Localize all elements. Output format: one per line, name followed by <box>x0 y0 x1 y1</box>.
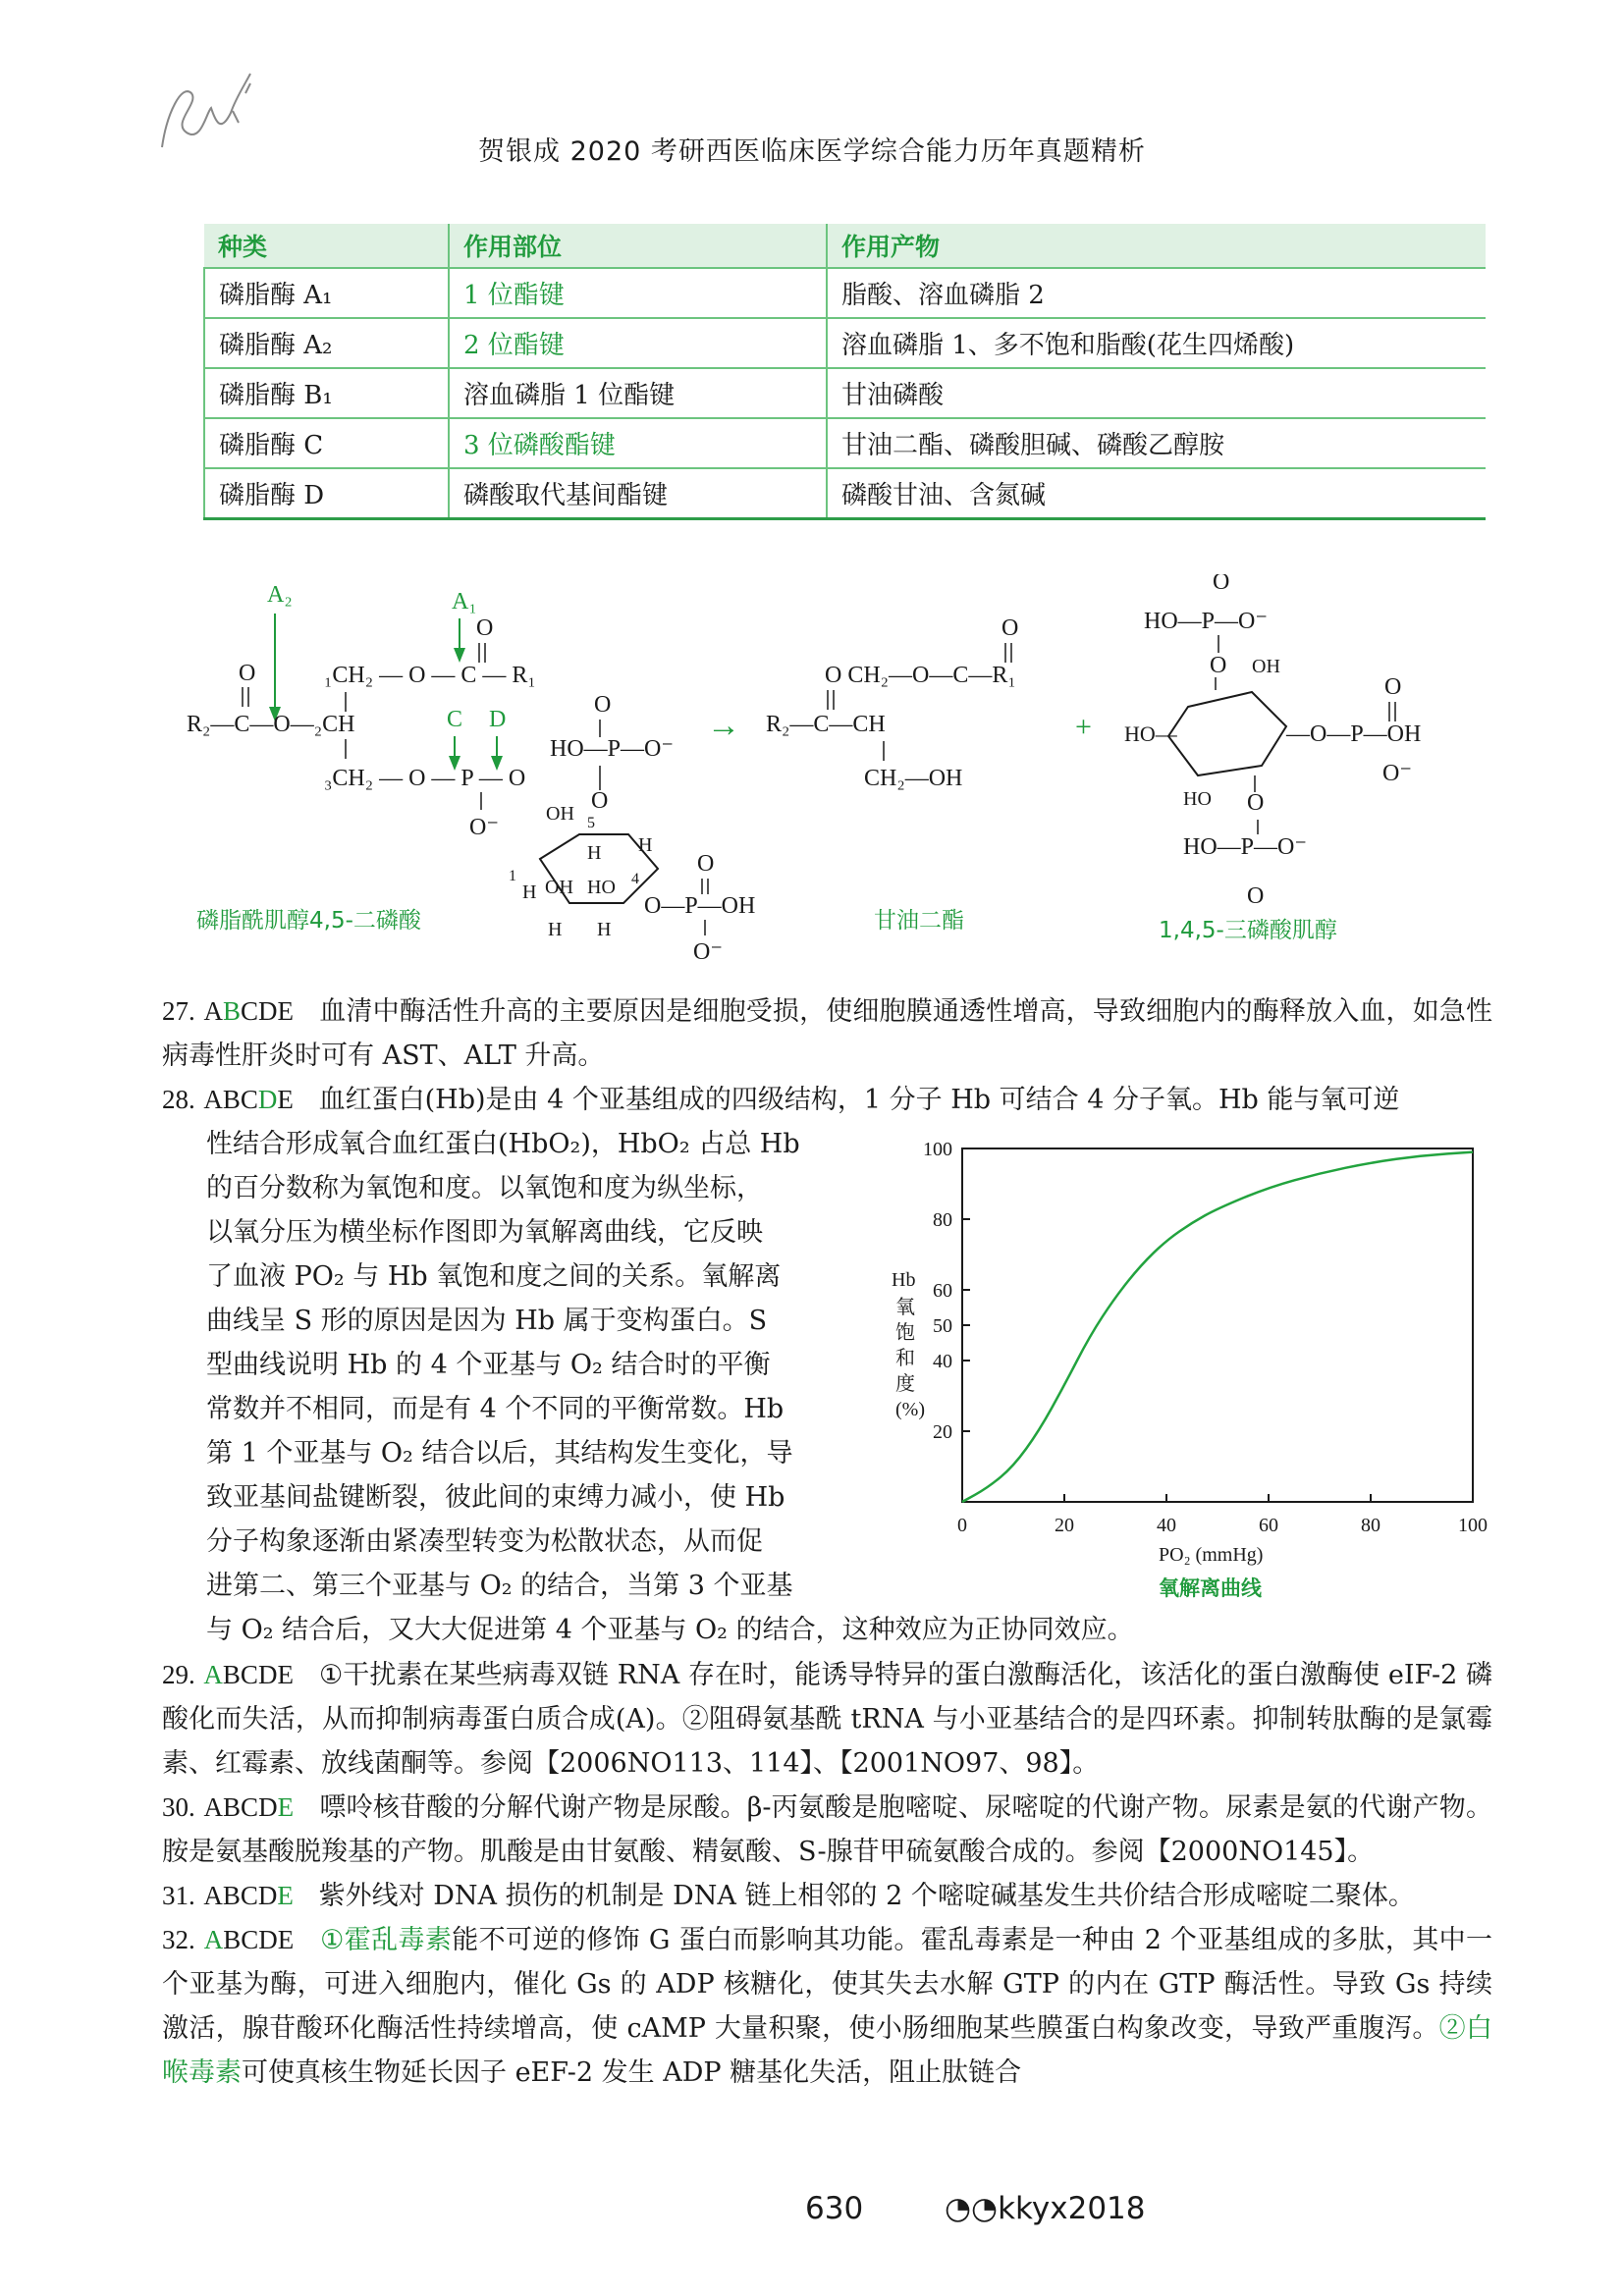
svg-text:HO—P—O⁻: HO—P—O⁻ <box>1144 609 1269 634</box>
svg-text:O⁻: O⁻ <box>469 815 499 840</box>
svg-text:OH: OH <box>546 803 574 825</box>
table-cell: 甘油二酯、磷酸胆碱、磷酸乙醇胺 <box>827 418 1486 468</box>
y-tick-label: 40 <box>933 1351 952 1372</box>
x-tick-label: 100 <box>1458 1515 1488 1536</box>
text-line: 曲线呈 S 形的原因是因为 Hb 属于变构蛋白。S <box>206 1306 768 1336</box>
x-tick-label: 0 <box>957 1515 967 1536</box>
answer-options: ABCDE <box>203 1881 294 1910</box>
reaction-arrow: → <box>707 708 740 744</box>
answer-explanation: 可使真核生物延长因子 eEF-2 发生 ADP 糖基化失活，阻止肽链合 <box>242 2057 1022 2088</box>
answer-options: ABCDE <box>203 1792 295 1822</box>
svg-text:R₂—C—O—₂CH: R₂—C—O—₂CH <box>187 712 355 737</box>
answer-options: ABCDE <box>203 1085 294 1114</box>
svg-text:O: O <box>1210 653 1227 678</box>
svg-text:HO—: HO— <box>1124 721 1177 746</box>
table-cell: 磷酸取代基间酯键 <box>449 468 827 519</box>
phospholipid-hydrolysis-diagram <box>177 574 1473 987</box>
highlight-term: ①霍乱毒素 <box>320 1925 453 1955</box>
svg-text:HO—P—O⁻: HO—P—O⁻ <box>550 736 675 762</box>
svg-text:H: H <box>548 919 563 940</box>
caption-pip2: 磷脂酰肌醇4,5-二磷酸 <box>196 908 421 934</box>
diacylglycerol-structure <box>766 615 1018 934</box>
svg-text:O: O <box>1247 790 1265 816</box>
answer-explanation: 紫外线对 DNA 损伤的机制是 DNA 链上相邻的 2 个嘧啶碱基发生共价结合形成嘧啶二聚体。 <box>318 1881 1415 1911</box>
question-32 <box>162 1918 1492 2095</box>
table-cell: 3 位磷酸酯键 <box>449 418 827 468</box>
svg-text:OH: OH <box>545 877 573 898</box>
svg-text:CH₂—OH: CH₂—OH <box>864 766 963 791</box>
label-a2: A₂ <box>267 582 293 608</box>
svg-text:O: O <box>1001 615 1019 641</box>
table-cell: 1 位酯键 <box>449 268 827 318</box>
caption-ip3: 1,4,5-三磷酸肌醇 <box>1159 918 1337 943</box>
question-number: 30. <box>162 1792 195 1822</box>
text-line: 了血液 PO₂ 与 Hb 氧饱和度之间的关系。氧解离 <box>206 1261 782 1292</box>
answer-explanation: 能不可逆的修饰 G 蛋白而影响其功能。霍乱毒素是一种由 2 个亚基组成的多肽，其中一个亚基为酶，可进入细胞内，催化 Gs 的 ADP 核糖化，使其失去水解 GTP 的内在 GTP 酶活性。导致 Gs 持续激活，腺苷酸环化酶活性持续增高，使 cAMP 大量积聚，使小肠细胞某些膜蛋白构象改变，导致严重腹泻。 <box>162 1925 1492 2044</box>
question-number: 29. <box>162 1660 195 1689</box>
question-31 <box>162 1874 1492 1918</box>
caption-dag: 甘油二酯 <box>874 908 964 934</box>
chart-caption: 氧解离曲线 <box>1159 1576 1262 1600</box>
question-number: 31. <box>162 1881 195 1910</box>
pip2-structure <box>187 582 755 965</box>
phospholipase-table <box>203 224 1486 520</box>
dissociation-curve <box>962 1152 1473 1502</box>
answer-explanation: ①干扰素在某些病毒双链 RNA 存在时，能诱导特异的蛋白激酶活化，该活化的蛋白激酶使 eIF-2 磷酸化而失活，从而抑制病毒蛋白质合成(A)。②阻碍氨基酰 tRNA 与小亚基结合的是四环素。抑制转肽酶的是氯霉素、红霉素、放线菌酮等。参阅【2006NO113、114】、【2001NO97、98】。 <box>162 1660 1492 1779</box>
svg-text:和: 和 <box>895 1346 915 1369</box>
svg-text:O: O <box>594 692 612 718</box>
label-a1: A₁ <box>452 589 477 614</box>
question-28-body <box>206 1122 835 1608</box>
y-axis-label <box>892 1269 925 1420</box>
question-number: 32. <box>162 1925 195 1954</box>
table-cell: 磷酸甘油、含氮碱 <box>827 468 1486 519</box>
text-line: 进第二、第三个亚基与 O₂ 的结合，当第 3 个亚基 <box>206 1571 793 1601</box>
table-row <box>204 268 1486 318</box>
y-tick-label: 20 <box>933 1421 952 1443</box>
text-line: 致亚基间盐键断裂，彼此间的束缚力减小，使 Hb <box>206 1482 785 1513</box>
svg-text:饱: 饱 <box>895 1320 915 1344</box>
svg-text:—O—P—OH: —O—P—OH <box>1286 721 1422 747</box>
svg-text:HO—P—O⁻: HO—P—O⁻ <box>1183 834 1308 860</box>
table-cell: 脂酸、溶血磷脂 2 <box>827 268 1486 318</box>
svg-text:O: O <box>239 661 256 686</box>
answer-options: ABCDE <box>203 1660 294 1689</box>
question-number: 28. <box>162 1085 195 1114</box>
svg-text:H: H <box>597 919 612 940</box>
svg-text:₃CH₂ — O — P — O: ₃CH₂ — O — P — O <box>324 766 526 791</box>
svg-text:H: H <box>587 842 602 864</box>
plot-frame <box>962 1148 1473 1502</box>
text-line: 的百分数称为氧饱和度。以氧饱和度为纵坐标， <box>206 1173 763 1203</box>
svg-text:O: O <box>591 788 609 814</box>
plus-sign: + <box>1075 711 1092 743</box>
svg-text:O: O <box>1247 883 1265 909</box>
question-27 <box>162 989 1492 1078</box>
table-cell: 磷脂酶 C <box>204 418 449 468</box>
column-header: 作用部位 <box>449 224 827 268</box>
svg-text:O⁻: O⁻ <box>1382 761 1412 786</box>
table-cell: 溶血磷脂 1 位酯键 <box>449 368 827 418</box>
x-tick-label: 80 <box>1361 1515 1380 1536</box>
svg-text:4: 4 <box>631 871 639 887</box>
svg-text:H: H <box>638 834 653 856</box>
text-line: 第 1 个亚基与 O₂ 结合以后，其结构发生变化，导 <box>206 1438 793 1468</box>
text-line: 以氧分压为横坐标作图即为氧解离曲线，它反映 <box>206 1217 763 1248</box>
table-cell: 2 位酯键 <box>449 318 827 368</box>
table-cell: 溶血磷脂 1、多不饱和脂酸(花生四烯酸) <box>827 318 1486 368</box>
column-header: 作用产物 <box>827 224 1486 268</box>
label-d: D <box>489 707 507 732</box>
table-row <box>204 368 1486 418</box>
svg-text:OH: OH <box>1252 656 1280 677</box>
table-row <box>204 318 1486 368</box>
svg-text:HO: HO <box>587 877 616 898</box>
label-c: C <box>447 707 463 732</box>
wechat-icon: ◔◔ <box>945 2191 999 2226</box>
svg-text:Hb: Hb <box>892 1269 916 1291</box>
table-header-row <box>204 224 1486 268</box>
svg-text:氧: 氧 <box>895 1295 915 1318</box>
answer-explanation: 嘌呤核苷酸的分解代谢产物是尿酸。β-丙氨酸是胞嘧啶、尿嘧啶的代谢产物。尿素是氨的代谢产物。胺是氨基酸脱羧基的产物。肌酸是由甘氨酸、精氨酸、S-腺苷甲硫氨酸合成的。参阅【2000NO145】。 <box>162 1792 1493 1867</box>
text-line: 性结合形成氧合血红蛋白(HbO₂)，HbO₂ 占总 Hb <box>206 1129 800 1159</box>
table-cell: 磷脂酶 A₂ <box>204 318 449 368</box>
question-number: 27. <box>162 996 195 1026</box>
svg-text:O: O <box>697 851 715 877</box>
x-tick-label: 20 <box>1055 1515 1074 1536</box>
svg-text:O: O <box>476 615 494 641</box>
text-line: 型曲线说明 Hb 的 4 个亚基与 O₂ 结合时的平衡 <box>206 1350 771 1380</box>
answer-explanation: 血清中酶活性升高的主要原因是细胞受损，使细胞膜通透性增高，导致细胞内的酶释放入血，如急性病毒性肝炎时可有 AST、ALT 升高。 <box>162 996 1493 1071</box>
svg-text:H: H <box>522 881 537 903</box>
svg-text:度: 度 <box>895 1371 915 1395</box>
svg-text:(%): (%) <box>895 1399 925 1420</box>
svg-text:R₂—C—CH: R₂—C—CH <box>766 712 886 737</box>
ip3-structure <box>1124 574 1421 943</box>
y-tick-label: 80 <box>933 1209 952 1231</box>
y-tick-label: 60 <box>933 1280 952 1302</box>
x-tick-label: 40 <box>1157 1515 1176 1536</box>
x-axis-label: PO₂ (mmHg) <box>1159 1544 1264 1566</box>
table-row <box>204 468 1486 519</box>
highlight-term: ②白喉毒素 <box>162 2013 1492 2088</box>
page-header: 贺银成 2020 考研西医临床医学综合能力历年真题精析 <box>478 136 1146 167</box>
answer-options: ABCDE <box>203 996 295 1026</box>
page-number: 630 <box>805 2191 864 2226</box>
y-tick-label: 100 <box>923 1139 952 1160</box>
table-cell: 甘油磷酸 <box>827 368 1486 418</box>
svg-text:O CH₂—O—C—R₁: O CH₂—O—C—R₁ <box>825 663 1016 688</box>
question-28-tail: 与 O₂ 结合后，又大大促进第 4 个亚基与 O₂ 的结合，这种效应为正协同效应。 <box>206 1615 1134 1645</box>
question-29 <box>162 1653 1492 1786</box>
svg-text:O: O <box>1213 574 1230 595</box>
wechat-id: kkyx2018 <box>998 2191 1146 2226</box>
question-30 <box>162 1786 1492 1874</box>
y-tick-label: 50 <box>933 1315 952 1337</box>
table-row <box>204 418 1486 468</box>
table-cell: 磷脂酶 A₁ <box>204 268 449 318</box>
svg-text:O—P—OH: O—P—OH <box>644 893 756 919</box>
svg-text:O⁻: O⁻ <box>693 939 723 965</box>
column-header: 种类 <box>204 224 449 268</box>
svg-text:₁CH₂ — O — C — R₁: ₁CH₂ — O — C — R₁ <box>324 663 536 688</box>
text-line: 分子构象逐渐由紧凑型转变为松散状态，从而促 <box>206 1526 763 1557</box>
answer-explanation: 血红蛋白(Hb)是由 4 个亚基组成的四级结构，1 分子 Hb 可结合 4 分子氧。Hb 能与氧可逆 <box>318 1085 1400 1115</box>
wechat-watermark <box>945 2191 1146 2226</box>
table-cell: 磷脂酶 D <box>204 468 449 519</box>
svg-text:HO: HO <box>1183 788 1212 810</box>
svg-text:5: 5 <box>587 815 595 831</box>
text-line: 常数并不相同，而是有 4 个不同的平衡常数。Hb <box>206 1394 785 1424</box>
x-tick-label: 60 <box>1259 1515 1278 1536</box>
oxygen-dissociation-chart <box>874 1129 1502 1610</box>
svg-text:1: 1 <box>509 868 516 884</box>
svg-text:O: O <box>1384 674 1402 700</box>
table-cell: 磷脂酶 B₁ <box>204 368 449 418</box>
answer-options: ABCDE <box>203 1925 295 1954</box>
question-28-lead <box>162 1078 1492 1122</box>
